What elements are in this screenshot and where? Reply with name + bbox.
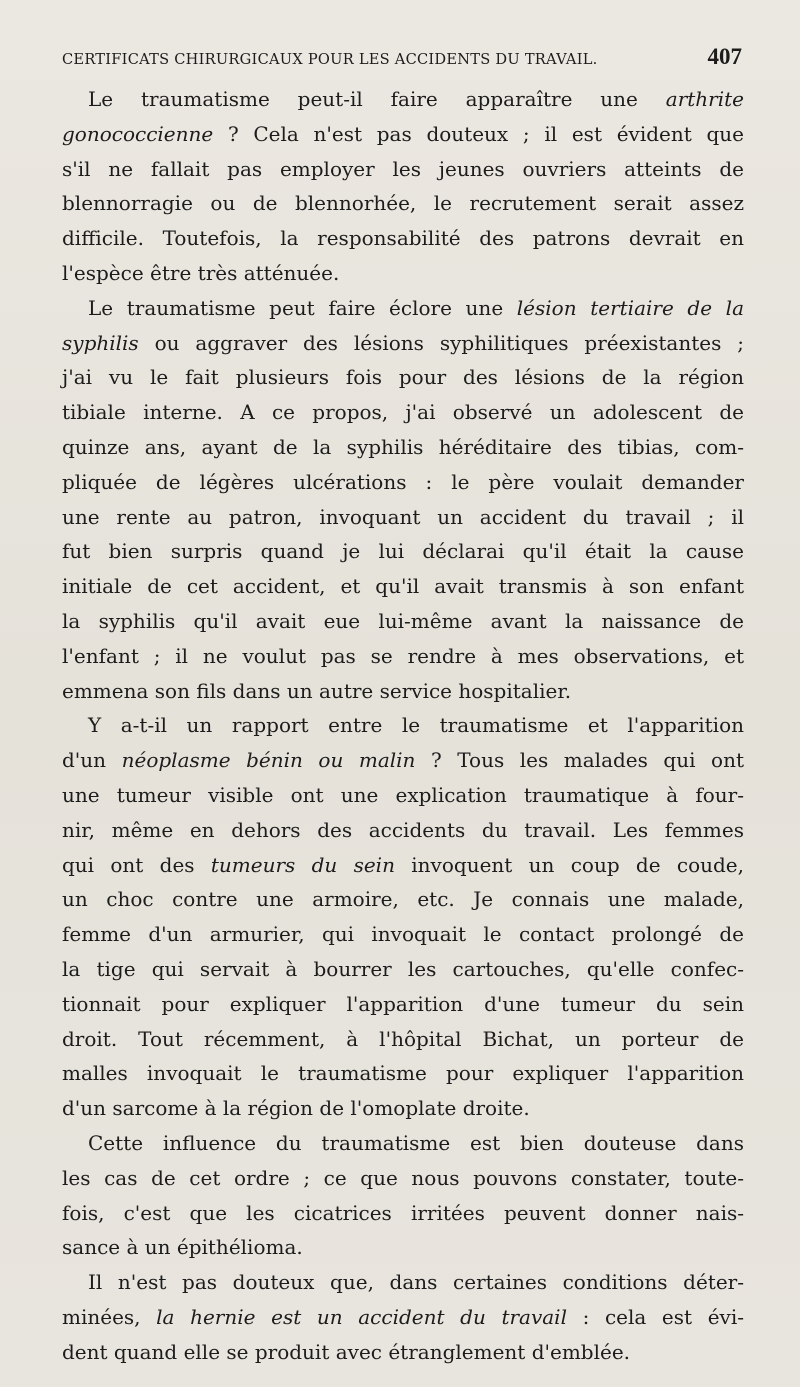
text-segment: Il n'est pas douteux que, dans certaines conditions déter-: [88, 1270, 744, 1295]
text-segment: fois, c'est que les cicatrices irritées peuvent donner nais-: [62, 1200, 744, 1225]
text-segment: dent quand elle se produit avec étranglement d'emblée.: [62, 1339, 631, 1364]
text-segment: minées,: [62, 1304, 157, 1329]
text-segment: d'un sarcome à la région de l'omoplate droite.: [62, 1096, 530, 1121]
text-segment: l'enfant ; il ne voulut pas se rendre à mes observations, et: [62, 643, 744, 668]
text-line: [62, 465, 744, 500]
italic-text: arthrite: [665, 87, 744, 111]
text-segment: ou aggraver des lésions syphilitiques préexistantes ;: [138, 330, 744, 355]
text-segment: difficile. Toutefois, la responsabilité des patrons devrait en: [62, 226, 744, 251]
text-line: [62, 882, 744, 917]
text-segment: Y a-t-il un rapport entre le traumatisme et l'apparition: [88, 713, 744, 738]
text-line: [62, 1265, 744, 1300]
body-text: [62, 82, 744, 1369]
text-segment: la syphilis qu'il avait eue lui-même avant la naissance de: [62, 608, 744, 633]
text-line: [62, 1335, 744, 1370]
text-segment: tionnait pour expliquer l'apparition d'une tumeur du sein: [62, 991, 744, 1016]
text-line: [62, 1196, 744, 1231]
text-segment: Le traumatisme peut-il faire apparaître une: [88, 87, 666, 111]
text-segment: droit. Tout récemment, à l'hôpital Bichat, un porteur de: [62, 1026, 744, 1051]
text-segment: pliquée de légères ulcérations : le père voulait demander: [62, 469, 744, 494]
text-segment: sance à un épithélioma.: [62, 1235, 303, 1260]
paragraph: [62, 1265, 744, 1369]
text-segment: ? Tous les malades qui ont: [415, 748, 744, 773]
text-segment: la tige qui servait à bourrer les cartouches, qu'elle confec-: [62, 956, 744, 981]
page-number: 407: [707, 44, 742, 69]
text-segment: initiale de cet accident, et qu'il avait transmis à son enfant: [62, 574, 744, 599]
text-segment: emmena son fils dans un autre service hospitalier.: [62, 678, 572, 703]
text-line: [62, 1300, 744, 1335]
text-line: [62, 152, 744, 187]
text-line: [62, 1230, 744, 1265]
italic-text: néoplasme bénin ou malin: [121, 748, 416, 773]
text-line: [62, 186, 744, 221]
text-segment: s'il ne fallait pas employer les jeunes ouvriers atteints de: [62, 156, 744, 181]
text-segment: l'espèce être très atténuée.: [62, 260, 340, 285]
text-line: [62, 743, 744, 778]
text-segment: une rente au patron, invoquant un accident du travail ; il: [62, 504, 744, 529]
text-line: [62, 326, 744, 361]
text-line: [62, 291, 744, 326]
paragraph: [62, 82, 744, 291]
text-line: [62, 917, 744, 952]
text-line: [62, 82, 744, 117]
text-segment: fut bien surpris quand je lui déclarai qu'il était la cause: [62, 539, 744, 564]
text-segment: tibiale interne. A ce propos, j'ai observé un adolescent de: [62, 400, 744, 425]
text-segment: un choc contre une armoire, etc. Je connais une malade,: [62, 887, 744, 912]
text-line: [62, 1022, 744, 1057]
text-line: [62, 674, 744, 709]
text-segment: Le traumatisme peut faire éclore une: [88, 295, 517, 320]
text-line: [62, 500, 744, 535]
text-line: [62, 534, 744, 569]
paragraph: [62, 291, 744, 709]
text-line: [62, 1161, 744, 1196]
text-line: [62, 604, 744, 639]
text-segment: malles invoquait le traumatisme pour expliquer l'apparition: [62, 1061, 744, 1086]
italic-text: lésion tertiaire de la: [516, 295, 744, 320]
text-segment: d'un: [62, 748, 122, 773]
text-line: [62, 639, 744, 674]
text-segment: nir, même en dehors des accidents du travail. Les femmes: [62, 817, 744, 842]
text-line: [62, 395, 744, 430]
paragraph: [62, 1126, 744, 1265]
text-line: [62, 848, 744, 883]
text-segment: j'ai vu le fait plusieurs fois pour des lésions de la région: [62, 365, 744, 390]
text-segment: qui ont des: [62, 852, 211, 877]
text-line: [62, 430, 744, 465]
text-segment: invoquent un coup de coude,: [394, 852, 744, 877]
text-segment: quinze ans, ayant de la syphilis héréditaire des tibias, com-: [62, 434, 744, 459]
paragraph: [62, 708, 744, 1126]
text-line: [62, 256, 744, 291]
text-segment: : cela est évi-: [566, 1304, 744, 1329]
running-head: CERTIFICATS CHIRURGICAUX POUR LES ACCIDENTS DU TRAVAIL.: [62, 51, 598, 68]
text-segment: blennorragie ou de blennorhée, le recrutement serait assez: [62, 191, 744, 216]
text-segment: Cette influence du traumatisme est bien douteuse dans: [88, 1130, 744, 1155]
text-line: [62, 117, 744, 152]
text-segment: les cas de cet ordre ; ce que nous pouvons constater, toute-: [62, 1165, 744, 1190]
text-line: [62, 1056, 744, 1091]
text-line: [62, 813, 744, 848]
text-line: [62, 1091, 744, 1126]
italic-text: la hernie est un accident du travail: [156, 1304, 567, 1329]
text-line: [62, 952, 744, 987]
text-line: [62, 987, 744, 1022]
italic-text: tumeurs du sein: [210, 852, 395, 877]
text-segment: femme d'un armurier, qui invoquait le contact prolongé de: [62, 922, 744, 947]
text-line: [62, 1126, 744, 1161]
text-line: [62, 778, 744, 813]
text-line: [62, 708, 744, 743]
text-segment: ? Cela n'est pas douteux ; il est évident que: [213, 121, 744, 146]
italic-text: gonococcienne: [62, 121, 214, 146]
text-line: [62, 360, 744, 395]
page-header: [62, 44, 742, 70]
text-segment: une tumeur visible ont une explication traumatique à four-: [62, 782, 744, 807]
italic-text: syphilis: [62, 330, 139, 355]
text-line: [62, 221, 744, 256]
text-line: [62, 569, 744, 604]
